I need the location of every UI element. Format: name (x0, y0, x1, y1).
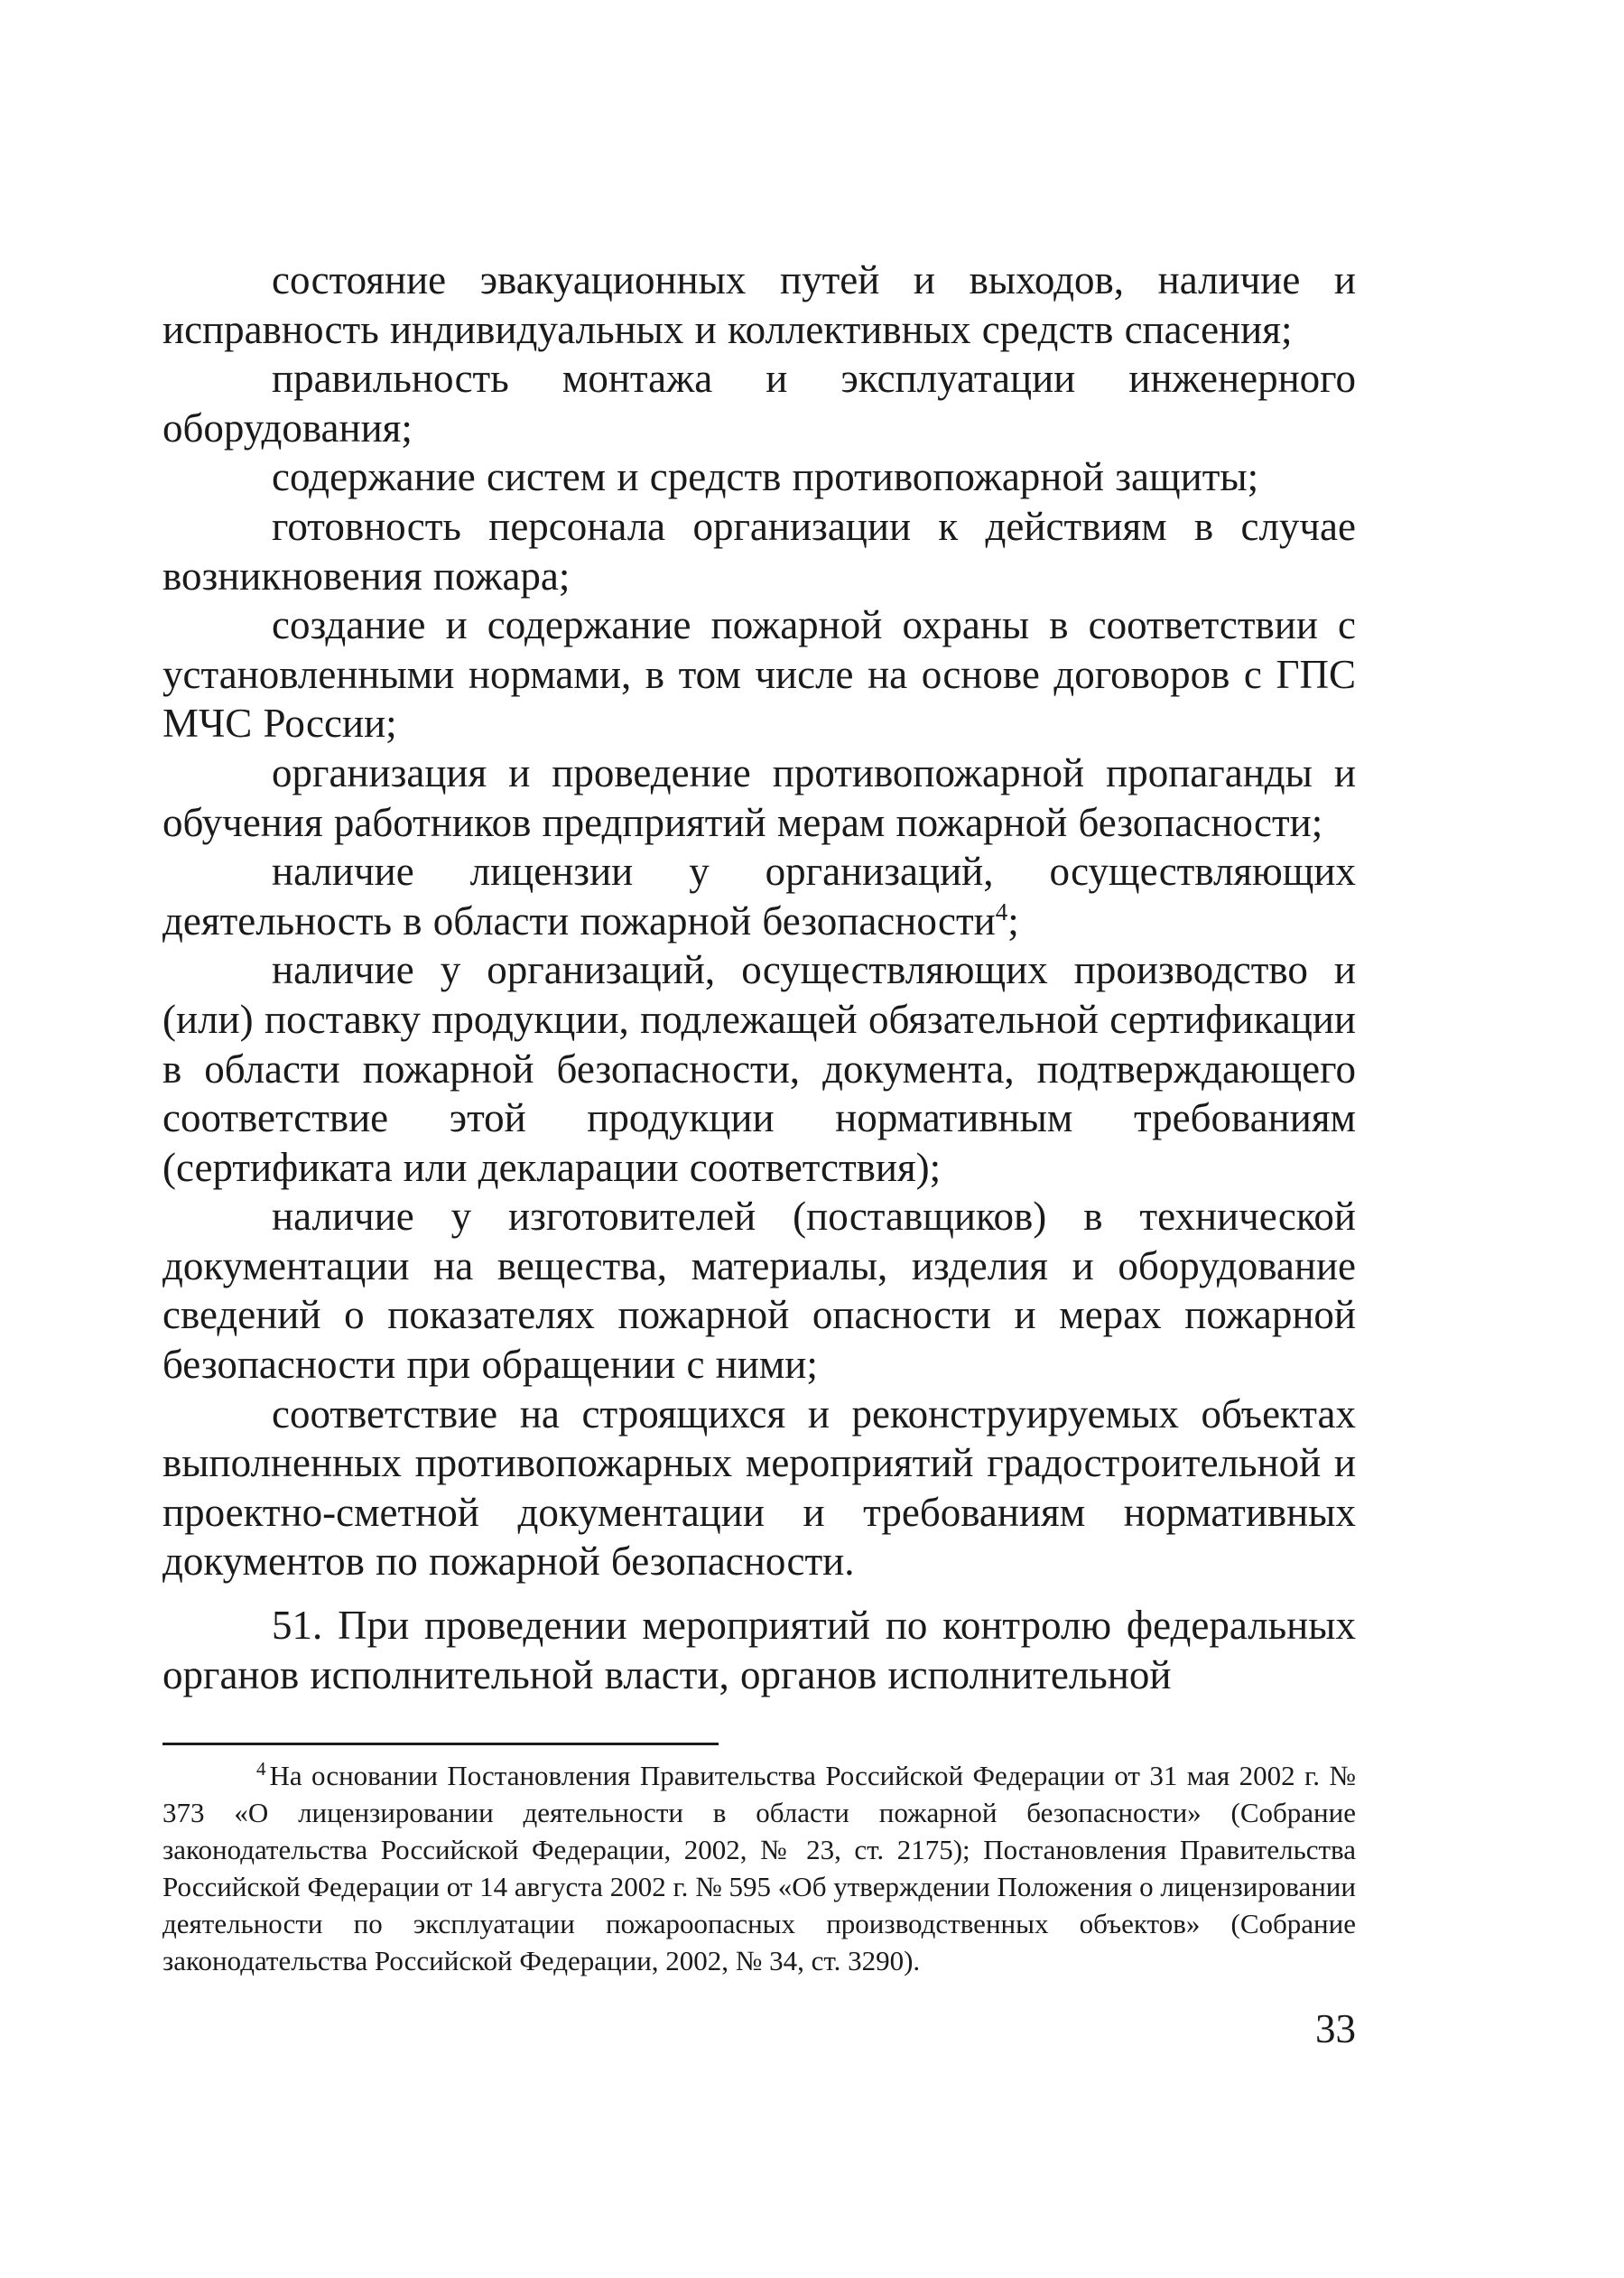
paragraph-license-text: наличие лицензии у организаций, осуществляющих деятельность в области пожарной безопасности (162, 849, 1356, 944)
paragraph-license (162, 847, 1356, 945)
footnote-separator (162, 1743, 719, 1745)
footnote (162, 1757, 1356, 1979)
footnote-reference-punctuation: ; (1007, 897, 1019, 944)
paragraph-technical-documentation: наличие у изготовителей (поставщиков) в технической документации на вещества, материалы, изделия и оборудование сведений о показателях пожарной опасности и мерах пожарной безопасности при обращении с ними; (162, 1194, 1356, 1388)
paragraph-fire-protection-systems: содержание систем и средств противопожарной защиты; (272, 454, 1259, 500)
paragraph-certification: наличие у организаций, осуществляющих производство и (или) поставку продукции, подлежащей обязательной сертификации в области пожарной безопасности, документа, подтверждающего соответствие этой продукции нормативным требованиям (сертификата или декларации соответствия); (162, 947, 1356, 1190)
paragraph-fire-propaganda: организация и проведение противопожарной пропаганды и обучения работников предприятий мерам пожарной безопасности; (162, 749, 1356, 845)
page-number: 33 (1315, 2006, 1356, 2051)
paragraph-staff-readiness: готовность персонала организации к действиям в случае возникновения пожара; (162, 503, 1356, 599)
paragraph-fire-guard: создание и содержание пожарной охраны в соответствии с установленными нормами, в том числе на основе договоров с ГПС МЧС России; (162, 602, 1356, 747)
footnote-text: На основании Постановления Правительства Российской Федерации от 31 мая 2002 г. № 373 «О лицензировании деятельности в области пожарной безопасности» (Собрание законодательства Российской Федерации, 2002, № 23, ст. 2175); Постановления Правительства Российской Федерации от 14 августа 2002 г. № 595 «Об утверждении Положения о лицензировании деятельности по эксплуатации пожароопасных производственных объектов» (Собрание законодательства Российской Федерации, 2002, № 34, ст. 3290). (162, 1760, 1356, 1976)
footnote-mark: 4 (256, 1757, 266, 1780)
paragraph-evacuation-routes: состояние эвакуационных путей и выходов, наличие и исправность индивидуальных и коллективных средств спасения; (162, 257, 1356, 352)
footnote-reference: 4 (995, 897, 1008, 925)
paragraph-item-51: 51. При проведении мероприятий по контролю федеральных органов исполнительной власти, органов исполнительной (162, 1603, 1356, 1697)
paragraph-engineering-equipment: правильность монтажа и эксплуатации инженерного оборудования; (162, 356, 1356, 451)
body-text (162, 256, 1356, 1699)
paragraph-construction-compliance: соответствие на строящихся и реконструируемых объектах выполненных противопожарных мероприятий градостроительной и проектно-сметной документации и требованиям нормативных документов по пожарной безопасности. (162, 1390, 1356, 1585)
